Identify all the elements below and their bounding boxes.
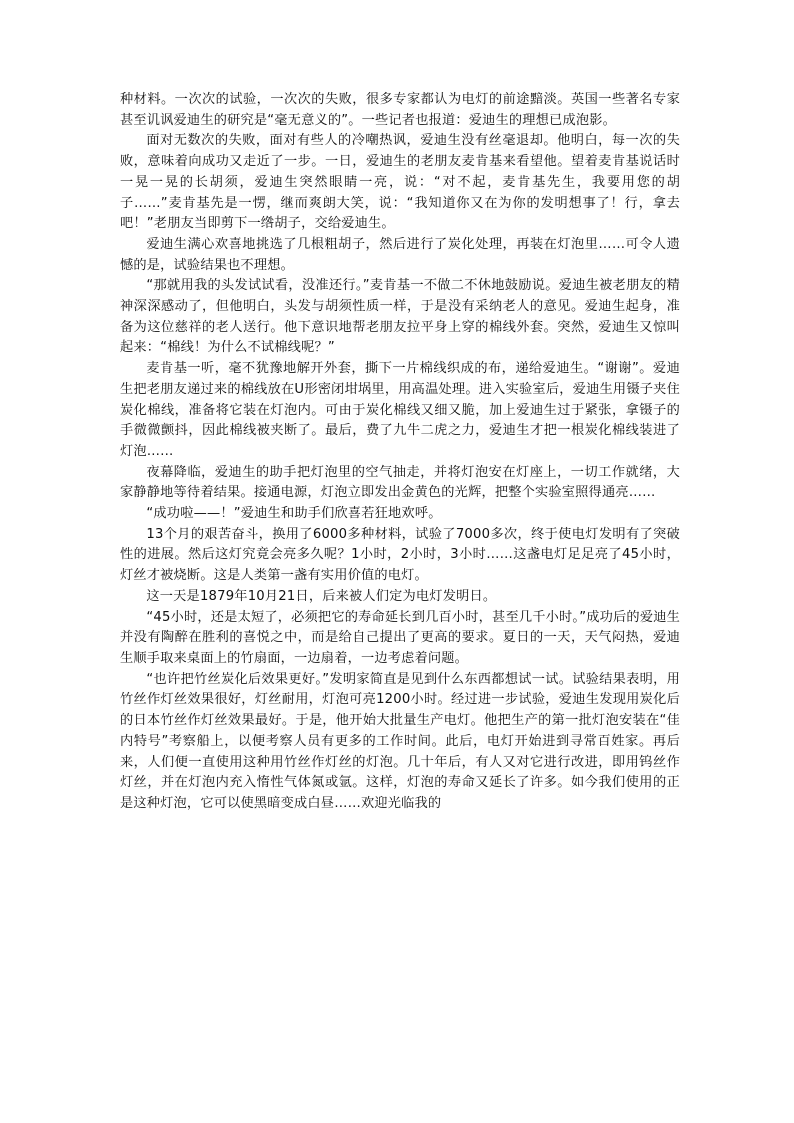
paragraph-8: 13个月的艰苦奋斗，换用了6000多种材料，试验了7000多次，终于使电灯发明有了突破性的进展。然后这灯究竟会亮多久呢？1小时，2小时，3小时……这盏电灯足足亮了45小时，灯丝才被烧断。这是人类第一盏有实用价值的电灯。 [120,526,680,584]
paragraph-6: 夜幕降临，爱迪生的助手把灯泡里的空气抽走，并将灯泡安在灯座上，一切工作就绪，大家静静地等待着结果。接通电源，灯泡立即发出金黄色的光辉，把整个实验室照得通亮…… [120,464,680,501]
paragraph-1: 种材料。一次次的试验，一次次的失败，很多专家都认为电灯的前途黯淡。英国一些著名专家甚至讥讽爱迪生的研究是“毫无意义的”。一些记者也报道：爱迪生的理想已成泡影。 [120,92,680,128]
paragraph-5: 麦肯基一听，毫不犹豫地解开外套，撕下一片棉线织成的布，递给爱迪生。“谢谢”。爱迪生把老朋友递过来的棉线放在U形密闭坩埚里，用高温处理。进入实验室后，爱迪生用镊子夹住炭化棉线，准备将它装在灯泡内。可由于炭化棉线又细又脆，加上爱迪生过于紧张，拿镊子的手微微颤抖，因此棉线被夹断了。最后，费了九牛二虎之力，爱迪生才把一根炭化棉线装进了灯泡…… [120,361,680,459]
paragraph-4: “那就用我的头发试试看，没准还行。”麦肯基一不做二不休地鼓励说。爱迪生被老朋友的精神深深感动了，但他明白，头发与胡须性质一样，于是没有采纳老人的意见。爱迪生起身，准备为这位慈祥的老人送行。他下意识地帮老朋友拉平身上穿的棉线外套。突然，爱迪生又惊叫起来：“棉线！为什么不试棉线呢？” [120,278,680,356]
paragraph-2: 面对无数次的失败，面对有些人的冷嘲热讽，爱迪生没有丝毫退却。他明白，每一次的失败，意味着向成功又走近了一步。一日，爱迪生的老朋友麦肯基来看望他。望着麦肯基说话时一晃一晃的长胡须，爱迪生突然眼睛一亮，说：“对不起，麦肯基先生，我要用您的胡子……”麦肯基先是一愣，继而爽朗大笑，说：“我知道你又在为你的发明想事了！行，拿去吧！”老朋友当即剪下一绺胡子，交给爱迪生。 [120,133,680,232]
paragraph-10: “45小时，还是太短了，必须把它的寿命延长到几百小时，甚至几千小时。”成功后的爱迪生并没有陶醉在胜利的喜悦之中，而是给自己提出了更高的要求。夏日的一天，天气闷热，爱迪生顺手取来桌面上的竹扇面，一边扇着，一边考虑着问题。 [120,609,680,666]
paragraph-7: “成功啦——！”爱迪生和助手们欣喜若狂地欢呼。 [146,506,442,522]
paragraph-3: 爱迪生满心欢喜地挑选了几根粗胡子，然后进行了炭化处理，再装在灯泡里……可令人遗憾的是，试验结果也不理想。 [120,236,680,273]
paragraph-11: “也许把竹丝炭化后效果更好。”发明家简直是见到什么东西都想试一试。试验结果表明，用竹丝作灯丝效果很好，灯丝耐用，灯泡可亮1200小时。经过进一步试验，爱迪生发现用炭化后的日本竹丝作灯丝效果最好。于是，他开始大批量生产电灯。他把生产的第一批灯泡安装在“佳内特号”考察船上，以便考察人员有更多的工作时间。此后，电灯开始进到寻常百姓家。再后来，人们便一直使用这种用竹丝作灯丝的灯泡。几十年后，有人又对它进行改进，即用钨丝作灯丝，并在灯泡内充入惰性气体氮或氩。这样，灯泡的寿命又延长了许多。如今我们使用的正是这种灯泡，它可以使黑暗变成白昼……欢迎光临我的 [120,671,680,811]
article-body [120,90,680,815]
paragraph-9: 这一天是1879年10月21日，后来被人们定为电灯发明日。 [146,588,497,604]
